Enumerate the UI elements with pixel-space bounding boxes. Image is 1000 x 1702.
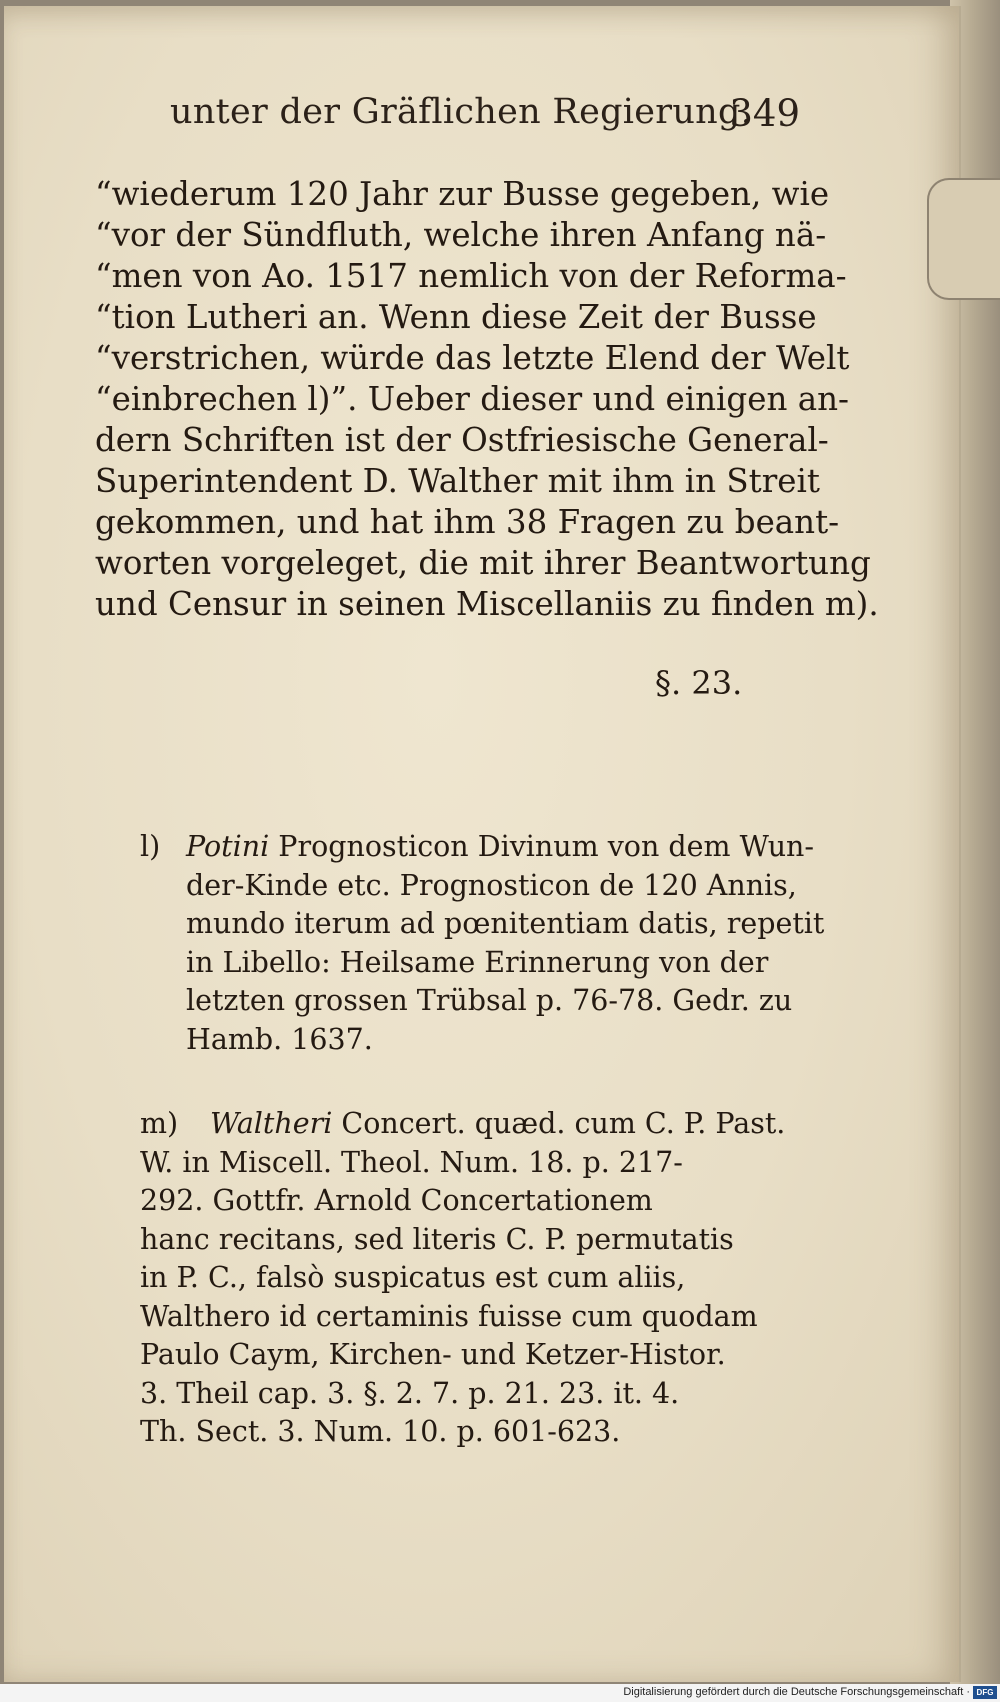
body-line: und Censur in seinen Miscellaniis zu finden m).	[95, 585, 879, 623]
body-text	[95, 174, 879, 625]
body-line: Superintendent D. Walther mit ihm in Streit	[95, 462, 820, 500]
footnote-line: in Libello: Heilsame Erinnerung von der	[186, 945, 769, 979]
footnote-text	[186, 828, 825, 1059]
footnote-line: W. in Miscell. Theol. Num. 18. p. 217-	[140, 1145, 683, 1179]
footnote-line-text: Prognosticon Divinum von dem Wun-	[269, 830, 815, 863]
body-line: worten vorgeleget, die mit ihrer Beantwortung	[95, 544, 871, 582]
section-mark: §. 23.	[655, 664, 743, 702]
footnote-line: der-Kinde etc. Prognosticon de 120 Annis,	[186, 868, 797, 902]
footnote-line: Paulo Caym, Kirchen- und Ketzer-Histor.	[140, 1338, 726, 1371]
body-line: “tion Lutheri an. Wenn diese Zeit der Busse	[95, 298, 817, 336]
footnote-line	[186, 828, 820, 867]
body-line: “vor der Sündfluth, welche ihren Anfang nä-	[95, 216, 827, 254]
footnote-line: Hamb. 1637.	[186, 1022, 373, 1056]
footnote-marker: l)	[140, 830, 161, 863]
footnote-line: 292. Gottfr. Arnold Concertationem	[140, 1184, 653, 1217]
footnote-line: letzten grossen Trübsal p. 76-78. Gedr. zu	[186, 984, 793, 1017]
footnote-line: Th. Sect. 3. Num. 10. p. 601-623.	[140, 1415, 621, 1448]
body-line: “men von Ao. 1517 nemlich von der Reforma-	[95, 257, 847, 295]
page-number: 349	[729, 92, 800, 135]
footnote-line-text: Concert. quæd. cum C. P. Past.	[332, 1107, 786, 1140]
footnote-line	[210, 1105, 822, 1144]
page-tab-marker	[927, 178, 1000, 300]
footnote-text	[140, 1105, 822, 1452]
footer-credit: Digitalisierung gefördert durch die Deutsche Forschungsgemeinschaft ·	[623, 1686, 970, 1698]
running-title: unter der Gräflichen Regierung.	[170, 92, 753, 132]
body-line: gekommen, und hat ihm 38 Fragen zu beant-	[95, 503, 840, 541]
body-line: “einbrechen l)”. Ueber dieser und einigen an-	[95, 380, 850, 418]
body-line: “wiederum 120 Jahr zur Busse gegeben, wie	[95, 175, 830, 213]
page-header	[170, 92, 800, 142]
body-line: “verstrichen, würde das letzte Elend der Welt	[95, 339, 850, 377]
dfg-logo: DFG	[973, 1686, 997, 1699]
footnote-line: hanc recitans, sed literis C. P. permutatis	[140, 1222, 734, 1256]
footnote-line: 3. Theil cap. 3. §. 2. 7. p. 21. 23. it. 4.	[140, 1376, 680, 1410]
footnote-line: mundo iterum ad pœnitentiam datis, repetit	[186, 907, 825, 940]
footnote-author: Waltheri	[210, 1107, 333, 1140]
body-line: dern Schriften ist der Ostfriesische General-	[95, 421, 829, 459]
footnote-marker: m)	[140, 1107, 179, 1140]
footnote-author: Potini	[186, 830, 270, 863]
footnote-line: Walthero id certaminis fuisse cum quodam	[140, 1299, 758, 1333]
footnote-line: in P. C., falsò suspicatus est cum aliis,	[140, 1261, 686, 1294]
